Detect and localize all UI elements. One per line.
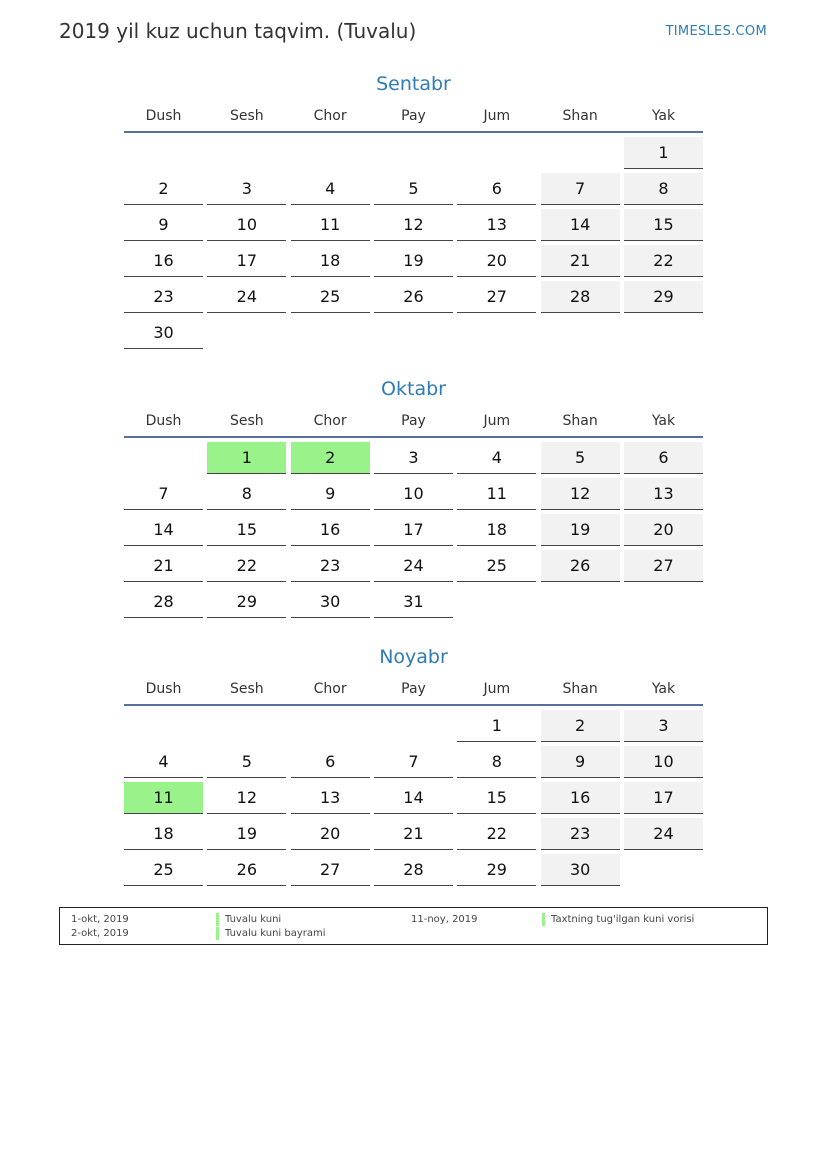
weekday-label: Sesh xyxy=(229,681,264,697)
day-cell: 25 xyxy=(124,854,203,886)
day-cell: 2 xyxy=(124,173,203,205)
day-cell: 28 xyxy=(541,281,620,313)
weekday-label: Dush xyxy=(145,413,182,429)
page-title: 2019 yil kuz uchun taqvim. (Tuvalu) xyxy=(59,19,417,43)
empty-day-cell xyxy=(124,137,203,169)
empty-day-cell xyxy=(624,854,703,886)
day-cell: 30 xyxy=(124,317,203,349)
day-cell: 13 xyxy=(457,209,536,241)
weekday-label: Shan xyxy=(562,413,598,429)
month-title: Sentabr xyxy=(376,73,451,95)
day-cell: 11 xyxy=(291,209,370,241)
day-cell: 10 xyxy=(624,746,703,778)
day-cell: 16 xyxy=(541,782,620,814)
day-cell: 24 xyxy=(624,818,703,850)
day-cell: 6 xyxy=(624,442,703,474)
day-cell: 30 xyxy=(291,586,370,618)
day-cell: 21 xyxy=(541,245,620,277)
legend-date: 11-noy, 2019 xyxy=(411,914,478,925)
day-cell: 3 xyxy=(207,173,286,205)
day-cell: 25 xyxy=(457,550,536,582)
weekday-header xyxy=(124,411,703,438)
empty-day-cell xyxy=(374,137,453,169)
day-cell: 2 xyxy=(541,710,620,742)
day-cell: 19 xyxy=(207,818,286,850)
day-cell: 8 xyxy=(457,746,536,778)
week-row xyxy=(124,854,703,886)
weekday-label: Shan xyxy=(562,108,598,124)
day-cell: 15 xyxy=(624,209,703,241)
empty-day-cell xyxy=(207,137,286,169)
day-cell: 28 xyxy=(124,586,203,618)
day-cell: 13 xyxy=(291,782,370,814)
empty-day-cell xyxy=(291,317,370,349)
empty-day-cell xyxy=(207,317,286,349)
week-row xyxy=(124,317,703,349)
empty-day-cell xyxy=(291,137,370,169)
day-cell: 6 xyxy=(457,173,536,205)
empty-day-cell xyxy=(374,317,453,349)
week-row xyxy=(124,245,703,277)
week-row xyxy=(124,586,703,618)
day-cell: 4 xyxy=(291,173,370,205)
day-cell: 9 xyxy=(124,209,203,241)
empty-day-cell xyxy=(541,317,620,349)
day-cell: 25 xyxy=(291,281,370,313)
day-cell: 7 xyxy=(541,173,620,205)
day-cell: 26 xyxy=(207,854,286,886)
day-cell: 24 xyxy=(374,550,453,582)
day-cell: 18 xyxy=(124,818,203,850)
week-row xyxy=(124,281,703,313)
weekday-label: Dush xyxy=(145,681,182,697)
day-cell: 26 xyxy=(541,550,620,582)
day-cell: 18 xyxy=(291,245,370,277)
day-cell: 14 xyxy=(124,514,203,546)
day-cell: 21 xyxy=(374,818,453,850)
empty-day-cell xyxy=(624,317,703,349)
weekday-label: Yak xyxy=(651,681,676,697)
weekday-label: Chor xyxy=(313,413,347,429)
day-cell: 30 xyxy=(541,854,620,886)
empty-day-cell xyxy=(624,586,703,618)
week-row xyxy=(124,137,703,169)
legend-holiday-name: Taxtning tug'ilgan kuni vorisi xyxy=(542,913,694,926)
weekday-label: Jum xyxy=(483,413,511,429)
legend-holiday-name: Tuvalu kuni bayrami xyxy=(216,927,326,940)
day-cell: 29 xyxy=(457,854,536,886)
day-cell: 19 xyxy=(374,245,453,277)
weekday-header xyxy=(124,106,703,133)
day-cell: 14 xyxy=(541,209,620,241)
month-noyabr xyxy=(124,643,703,890)
day-cell: 8 xyxy=(624,173,703,205)
day-cell: 15 xyxy=(207,514,286,546)
day-cell: 8 xyxy=(207,478,286,510)
day-cell: 19 xyxy=(541,514,620,546)
day-cell: 9 xyxy=(541,746,620,778)
day-cell: 1 xyxy=(624,137,703,169)
day-cell: 17 xyxy=(624,782,703,814)
day-cell: 5 xyxy=(374,173,453,205)
week-row xyxy=(124,710,703,742)
day-cell: 2 xyxy=(291,442,370,474)
day-cell: 21 xyxy=(124,550,203,582)
weekday-label: Jum xyxy=(483,108,511,124)
week-row xyxy=(124,514,703,546)
day-cell: 5 xyxy=(207,746,286,778)
day-cell: 20 xyxy=(457,245,536,277)
empty-day-cell xyxy=(207,710,286,742)
day-cell: 20 xyxy=(624,514,703,546)
day-cell: 10 xyxy=(207,209,286,241)
day-cell: 27 xyxy=(624,550,703,582)
weekday-label: Chor xyxy=(313,681,347,697)
day-cell: 23 xyxy=(291,550,370,582)
empty-day-cell xyxy=(374,710,453,742)
day-cell: 5 xyxy=(541,442,620,474)
day-cell: 16 xyxy=(124,245,203,277)
legend-date: 2-okt, 2019 xyxy=(71,928,129,939)
empty-day-cell xyxy=(457,317,536,349)
week-row xyxy=(124,173,703,205)
day-cell: 4 xyxy=(124,746,203,778)
empty-day-cell xyxy=(457,137,536,169)
day-cell: 26 xyxy=(374,281,453,313)
day-cell: 27 xyxy=(291,854,370,886)
week-row xyxy=(124,209,703,241)
weekday-label: Shan xyxy=(562,681,598,697)
site-link[interactable]: TIMESLES.COM xyxy=(665,24,767,39)
day-cell: 12 xyxy=(207,782,286,814)
weekday-label: Jum xyxy=(483,681,511,697)
empty-day-cell xyxy=(541,586,620,618)
weekday-label: Chor xyxy=(313,108,347,124)
month-oktabr xyxy=(124,375,703,622)
day-cell: 22 xyxy=(457,818,536,850)
day-cell: 17 xyxy=(374,514,453,546)
day-cell: 12 xyxy=(374,209,453,241)
day-cell: 7 xyxy=(124,478,203,510)
weekday-label: Pay xyxy=(401,681,426,697)
day-cell: 22 xyxy=(624,245,703,277)
empty-day-cell xyxy=(124,710,203,742)
weekday-label: Pay xyxy=(401,413,426,429)
day-cell: 6 xyxy=(291,746,370,778)
weekday-label: Sesh xyxy=(229,108,264,124)
day-cell: 18 xyxy=(457,514,536,546)
empty-day-cell xyxy=(291,710,370,742)
day-cell: 23 xyxy=(124,281,203,313)
day-cell: 23 xyxy=(541,818,620,850)
weekday-label: Pay xyxy=(401,108,426,124)
day-cell: 20 xyxy=(291,818,370,850)
weekday-label: Yak xyxy=(651,413,676,429)
day-cell: 9 xyxy=(291,478,370,510)
week-row xyxy=(124,818,703,850)
day-cell: 29 xyxy=(624,281,703,313)
legend-holiday-name: Tuvalu kuni xyxy=(216,913,281,926)
weekday-label: Sesh xyxy=(229,413,264,429)
month-title: Noyabr xyxy=(379,646,448,668)
weekday-header xyxy=(124,679,703,706)
day-cell: 3 xyxy=(374,442,453,474)
week-row xyxy=(124,442,703,474)
day-cell: 4 xyxy=(457,442,536,474)
legend-row xyxy=(60,913,767,926)
legend-date: 1-okt, 2019 xyxy=(71,914,129,925)
day-cell: 10 xyxy=(374,478,453,510)
week-row xyxy=(124,746,703,778)
empty-day-cell xyxy=(457,586,536,618)
empty-day-cell xyxy=(541,137,620,169)
empty-day-cell xyxy=(124,442,203,474)
day-cell: 17 xyxy=(207,245,286,277)
day-cell: 28 xyxy=(374,854,453,886)
week-row xyxy=(124,550,703,582)
day-cell: 1 xyxy=(207,442,286,474)
day-cell: 13 xyxy=(624,478,703,510)
day-cell: 31 xyxy=(374,586,453,618)
day-cell: 14 xyxy=(374,782,453,814)
month-title: Oktabr xyxy=(381,378,446,400)
weekday-label: Yak xyxy=(651,108,676,124)
holiday-legend xyxy=(59,907,768,945)
day-cell: 1 xyxy=(457,710,536,742)
day-cell: 15 xyxy=(457,782,536,814)
week-row xyxy=(124,478,703,510)
day-cell: 22 xyxy=(207,550,286,582)
day-cell: 16 xyxy=(291,514,370,546)
weekday-label: Dush xyxy=(145,108,182,124)
day-cell: 3 xyxy=(624,710,703,742)
day-cell: 11 xyxy=(457,478,536,510)
day-cell: 27 xyxy=(457,281,536,313)
day-cell: 7 xyxy=(374,746,453,778)
day-cell: 12 xyxy=(541,478,620,510)
day-cell: 11 xyxy=(124,782,203,814)
day-cell: 29 xyxy=(207,586,286,618)
week-row xyxy=(124,782,703,814)
day-cell: 24 xyxy=(207,281,286,313)
month-sentabr xyxy=(124,70,703,353)
legend-row xyxy=(60,927,767,940)
